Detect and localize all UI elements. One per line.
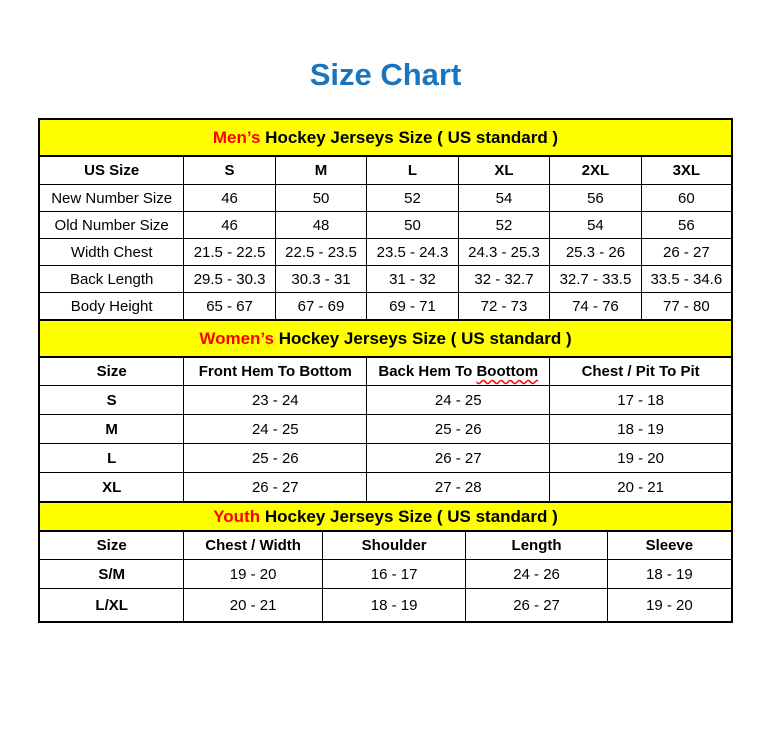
size-value: 20 - 21 <box>550 473 732 503</box>
size-value: 54 <box>550 212 641 239</box>
size-value: 17 - 18 <box>550 386 732 415</box>
column-header-chest-width: Chest / Width <box>184 531 323 560</box>
womens-section-banner <box>38 319 733 358</box>
youth-header-row <box>39 531 732 560</box>
table-row <box>39 239 732 266</box>
size-value: 77 - 80 <box>641 293 732 321</box>
size-value: 52 <box>367 185 458 212</box>
size-chart <box>38 118 733 623</box>
column-header-3xl: 3XL <box>641 156 732 185</box>
size-value: 24 - 26 <box>466 560 607 589</box>
table-row <box>39 415 732 444</box>
column-header-back-hem <box>367 357 550 386</box>
size-value: 19 - 20 <box>607 589 732 623</box>
size-value: 21.5 - 22.5 <box>184 239 275 266</box>
column-header-s: S <box>184 156 275 185</box>
mens-header-row <box>39 156 732 185</box>
size-value: 19 - 20 <box>550 444 732 473</box>
column-header-length: Length <box>466 531 607 560</box>
youth-banner-highlight: Youth <box>213 506 261 526</box>
mens-banner-highlight: Men’s <box>212 127 261 147</box>
row-label: L/XL <box>39 589 184 623</box>
size-value: 72 - 73 <box>458 293 549 321</box>
size-value: 26 - 27 <box>367 444 550 473</box>
page-title: Size Chart <box>309 57 462 92</box>
size-value: 22.5 - 23.5 <box>275 239 366 266</box>
size-value: 26 - 27 <box>641 239 732 266</box>
table-row <box>39 444 732 473</box>
womens-size-table <box>38 356 733 503</box>
size-value: 56 <box>550 185 641 212</box>
size-value: 32.7 - 33.5 <box>550 266 641 293</box>
row-label: Old Number Size <box>39 212 184 239</box>
size-value: 32 - 32.7 <box>458 266 549 293</box>
row-label: New Number Size <box>39 185 184 212</box>
back-hem-misspelled-word: Boottom <box>476 363 539 381</box>
size-value: 67 - 69 <box>275 293 366 321</box>
size-value: 50 <box>275 185 366 212</box>
size-value: 25.3 - 26 <box>550 239 641 266</box>
size-value: 46 <box>184 212 275 239</box>
size-value: 26 - 27 <box>466 589 607 623</box>
womens-banner-text: Hockey Jerseys Size ( US standard ) <box>273 328 572 348</box>
column-header-front-hem: Front Hem To Bottom <box>184 357 367 386</box>
youth-section-banner <box>38 501 733 532</box>
size-value: 48 <box>275 212 366 239</box>
womens-header-row <box>39 357 732 386</box>
row-label: S <box>39 386 184 415</box>
row-label: M <box>39 415 184 444</box>
size-value: 65 - 67 <box>184 293 275 321</box>
size-value: 19 - 20 <box>184 560 323 589</box>
column-header-chest-pit: Chest / Pit To Pit <box>550 357 732 386</box>
size-value: 18 - 19 <box>322 589 465 623</box>
womens-banner-highlight: Women’s <box>199 328 274 348</box>
youth-banner-text: Hockey Jerseys Size ( US standard ) <box>260 506 558 526</box>
size-value: 60 <box>641 185 732 212</box>
row-label: XL <box>39 473 184 503</box>
size-value: 25 - 26 <box>184 444 367 473</box>
size-value: 24.3 - 25.3 <box>458 239 549 266</box>
row-label: L <box>39 444 184 473</box>
size-value: 30.3 - 31 <box>275 266 366 293</box>
size-value: 29.5 - 30.3 <box>184 266 275 293</box>
table-row <box>39 293 732 321</box>
table-row <box>39 185 732 212</box>
table-row <box>39 266 732 293</box>
size-value: 56 <box>641 212 732 239</box>
size-value: 18 - 19 <box>550 415 732 444</box>
size-value: 23 - 24 <box>184 386 367 415</box>
column-header-size: Size <box>39 357 184 386</box>
column-header-shoulder: Shoulder <box>322 531 465 560</box>
row-label: Width Chest <box>39 239 184 266</box>
back-hem-prefix: Back Hem To <box>378 363 477 381</box>
size-value: 31 - 32 <box>367 266 458 293</box>
size-value: 74 - 76 <box>550 293 641 321</box>
size-value: 24 - 25 <box>367 386 550 415</box>
size-chart-page <box>0 56 776 623</box>
table-row <box>39 589 732 623</box>
size-value: 50 <box>367 212 458 239</box>
table-row <box>39 386 732 415</box>
column-header-sleeve: Sleeve <box>607 531 732 560</box>
mens-section-banner <box>38 118 733 157</box>
column-header-2xl: 2XL <box>550 156 641 185</box>
size-value: 26 - 27 <box>184 473 367 503</box>
youth-size-table <box>38 530 733 623</box>
mens-size-table <box>38 155 733 321</box>
table-row <box>39 560 732 589</box>
size-value: 46 <box>184 185 275 212</box>
size-value: 16 - 17 <box>322 560 465 589</box>
column-header-us-size: US Size <box>39 156 184 185</box>
column-header-size: Size <box>39 531 184 560</box>
row-label: Back Length <box>39 266 184 293</box>
size-value: 33.5 - 34.6 <box>641 266 732 293</box>
row-label: Body Height <box>39 293 184 321</box>
column-header-m: M <box>275 156 366 185</box>
size-value: 23.5 - 24.3 <box>367 239 458 266</box>
size-value: 52 <box>458 212 549 239</box>
size-value: 69 - 71 <box>367 293 458 321</box>
table-row <box>39 212 732 239</box>
size-value: 18 - 19 <box>607 560 732 589</box>
table-row <box>39 473 732 503</box>
size-value: 25 - 26 <box>367 415 550 444</box>
size-value: 27 - 28 <box>367 473 550 503</box>
column-header-xl: XL <box>458 156 549 185</box>
row-label: S/M <box>39 560 184 589</box>
size-value: 20 - 21 <box>184 589 323 623</box>
mens-banner-text: Hockey Jerseys Size ( US standard ) <box>260 127 559 147</box>
column-header-l: L <box>367 156 458 185</box>
size-value: 24 - 25 <box>184 415 367 444</box>
size-value: 54 <box>458 185 549 212</box>
